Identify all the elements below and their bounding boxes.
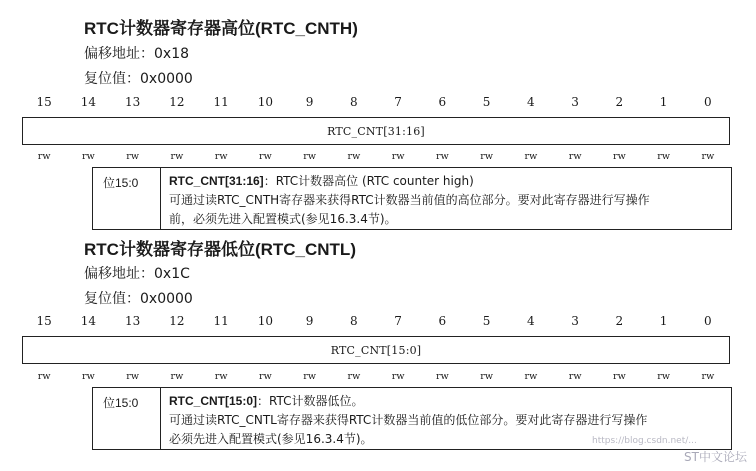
bit-number: 4	[527, 95, 535, 109]
bit-number: 3	[571, 95, 579, 109]
cntl-reset-value: 复位值：0x0000	[84, 291, 193, 307]
cnth-field-desc: ：RTC计数器高位 (RTC counter high)	[263, 174, 474, 188]
access-type: rw	[259, 371, 272, 382]
bit-number: 2	[615, 314, 624, 328]
cnth-field-name: RTC_CNT[31:16]	[327, 124, 425, 138]
bit-number: 3	[571, 314, 579, 328]
cntl-bit-numbers	[22, 314, 730, 328]
access-type: rw	[303, 371, 316, 382]
access-type: rw	[126, 151, 139, 162]
bit-number: 7	[394, 95, 402, 109]
cnth-bit-numbers	[22, 95, 730, 109]
watermark-site: ST中文论坛	[684, 450, 747, 464]
cnth-reset-value: 复位值：0x0000	[84, 71, 193, 87]
access-type: rw	[126, 371, 139, 382]
bit-number: 9	[305, 314, 314, 328]
access-type: rw	[568, 151, 582, 162]
cntl-desc-line1: 可通过读RTC_CNTL寄存器来获得RTC计数器当前值的低位部分。要对此寄存器进行写操作	[169, 413, 648, 427]
access-type: rw	[303, 151, 316, 162]
access-type: rw	[480, 151, 493, 162]
access-type: rw	[613, 151, 626, 162]
cntl-field-title: RTC_CNT[15:0]	[169, 394, 258, 408]
cntl-access-row	[22, 371, 730, 382]
access-type: rw	[480, 371, 493, 382]
bit-number: 1	[659, 314, 668, 328]
cntl-field-desc: ：RTC计数器低位。	[257, 394, 364, 408]
access-type: rw	[524, 371, 538, 382]
cntl-bits-label: 位15:0	[93, 388, 161, 449]
bit-number: 13	[124, 95, 141, 109]
access-type: rw	[568, 371, 582, 382]
access-type: rw	[436, 371, 449, 382]
cnth-register-field	[22, 117, 730, 145]
cnth-offset: 偏移地址：0x18	[84, 46, 190, 62]
access-type: rw	[37, 151, 51, 162]
bit-number: 6	[438, 314, 447, 328]
bit-number: 14	[80, 95, 97, 109]
access-type: rw	[436, 151, 449, 162]
bit-number: 8	[350, 95, 358, 109]
bit-number: 14	[80, 314, 97, 328]
bit-number: 9	[305, 95, 314, 109]
cntl-desc-line2: 必须先进入配置模式(参见16.3.4节)。	[169, 432, 373, 446]
bit-number: 15	[36, 314, 52, 328]
access-type: rw	[37, 371, 51, 382]
bit-number: 11	[213, 314, 229, 328]
bit-number: 2	[615, 95, 624, 109]
access-type: rw	[701, 151, 715, 162]
bit-number: 5	[482, 95, 491, 109]
cnth-desc-line1: 可通过读RTC_CNTH寄存器来获得RTC计数器当前值的高位部分。要对此寄存器进行写操作	[169, 193, 650, 207]
access-type: rw	[214, 151, 228, 162]
bit-number: 8	[350, 314, 358, 328]
cnth-description-table	[92, 167, 732, 230]
access-type: rw	[657, 151, 670, 162]
cnth-desc-line2: 前，必须先进入配置模式(参见16.3.4节)。	[169, 212, 397, 226]
bit-number: 7	[394, 314, 402, 328]
cnth-bits-label: 位15:0	[93, 168, 161, 229]
watermark-url: https://blog.csdn.net/...	[592, 436, 697, 446]
bit-number: 1	[659, 95, 668, 109]
access-type: rw	[82, 151, 95, 162]
access-type: rw	[613, 371, 626, 382]
cntl-offset: 偏移地址：0x1C	[84, 266, 190, 282]
cnth-field-title: RTC_CNT[31:16]	[169, 174, 264, 188]
access-type: rw	[391, 371, 405, 382]
access-type: rw	[524, 151, 538, 162]
cnth-title: RTC计数器寄存器高位(RTC_CNTH)	[84, 19, 358, 38]
access-type: rw	[657, 371, 670, 382]
access-type: rw	[347, 151, 361, 162]
bit-number: 6	[438, 95, 447, 109]
cntl-field-name: RTC_CNT[15:0]	[330, 343, 422, 357]
bit-number: 10	[257, 314, 274, 328]
access-type: rw	[391, 151, 405, 162]
access-type: rw	[170, 371, 184, 382]
access-type: rw	[259, 151, 272, 162]
bit-number: 0	[704, 95, 712, 109]
bit-number: 13	[124, 314, 141, 328]
bit-number: 15	[36, 95, 52, 109]
bit-number: 12	[169, 314, 185, 328]
cntl-title: RTC计数器寄存器低位(RTC_CNTL)	[84, 240, 356, 259]
cnth-access-row	[22, 151, 730, 162]
bit-number: 4	[527, 314, 535, 328]
bit-number: 11	[213, 95, 229, 109]
bit-number: 12	[169, 95, 185, 109]
cnth-description-body	[161, 168, 731, 229]
access-type: rw	[701, 371, 715, 382]
access-type: rw	[214, 371, 228, 382]
access-type: rw	[170, 151, 184, 162]
bit-number: 0	[704, 314, 712, 328]
bit-number: 5	[482, 314, 491, 328]
access-type: rw	[347, 371, 361, 382]
bit-number: 10	[257, 95, 274, 109]
access-type: rw	[82, 371, 95, 382]
cntl-register-field	[22, 336, 730, 364]
